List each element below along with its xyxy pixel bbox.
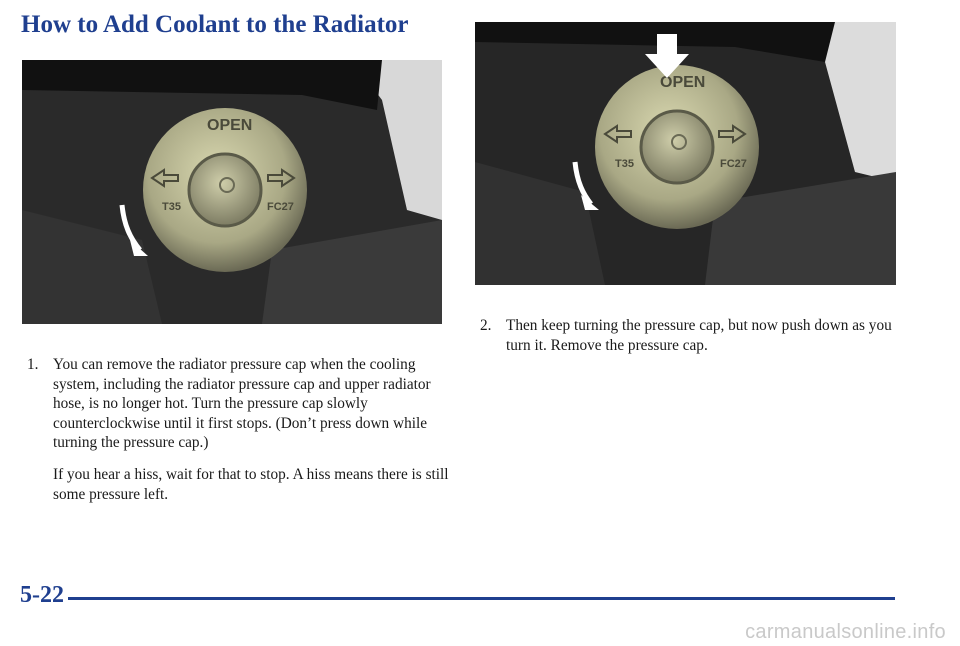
instruction-step-2 [480, 316, 900, 355]
footer-rule [68, 597, 895, 600]
cap-marking-t35: T35 [615, 158, 634, 170]
cap-marking-fc27: FC27 [720, 158, 747, 170]
radiator-cap-photo-push [475, 22, 896, 285]
radiator-cap-illustration [475, 22, 896, 285]
step-text: Then keep turning the pressure cap, but now push down as you turn it. Remove the pressure cap. [506, 317, 892, 354]
instruction-step-1 [27, 355, 447, 453]
cap-marking-open: OPEN [660, 74, 706, 91]
step-text: You can remove the radiator pressure cap when the cooling system, including the radiator pressure cap and upper radiator hose, is no longer hot. Turn the pressure cap slowly counterclockwise until it first stops. (Don’t press down while turning the pressure cap.) [53, 356, 431, 451]
radiator-cap-photo-turn [22, 60, 442, 324]
site-watermark: carmanualsonline.info [745, 621, 946, 643]
step-number: 2. [480, 317, 492, 334]
page-number: 5-22 [20, 582, 64, 608]
page-heading: How to Add Coolant to the Radiator [21, 11, 409, 38]
hiss-warning-text: If you hear a hiss, wait for that to stop. A hiss means there is still some pressure left. [53, 466, 449, 503]
step-number: 1. [27, 356, 39, 373]
cap-marking-t35: T35 [162, 201, 181, 213]
cap-marking-fc27: FC27 [267, 201, 294, 213]
cap-marking-open: OPEN [207, 117, 253, 134]
radiator-cap-illustration [22, 60, 442, 324]
